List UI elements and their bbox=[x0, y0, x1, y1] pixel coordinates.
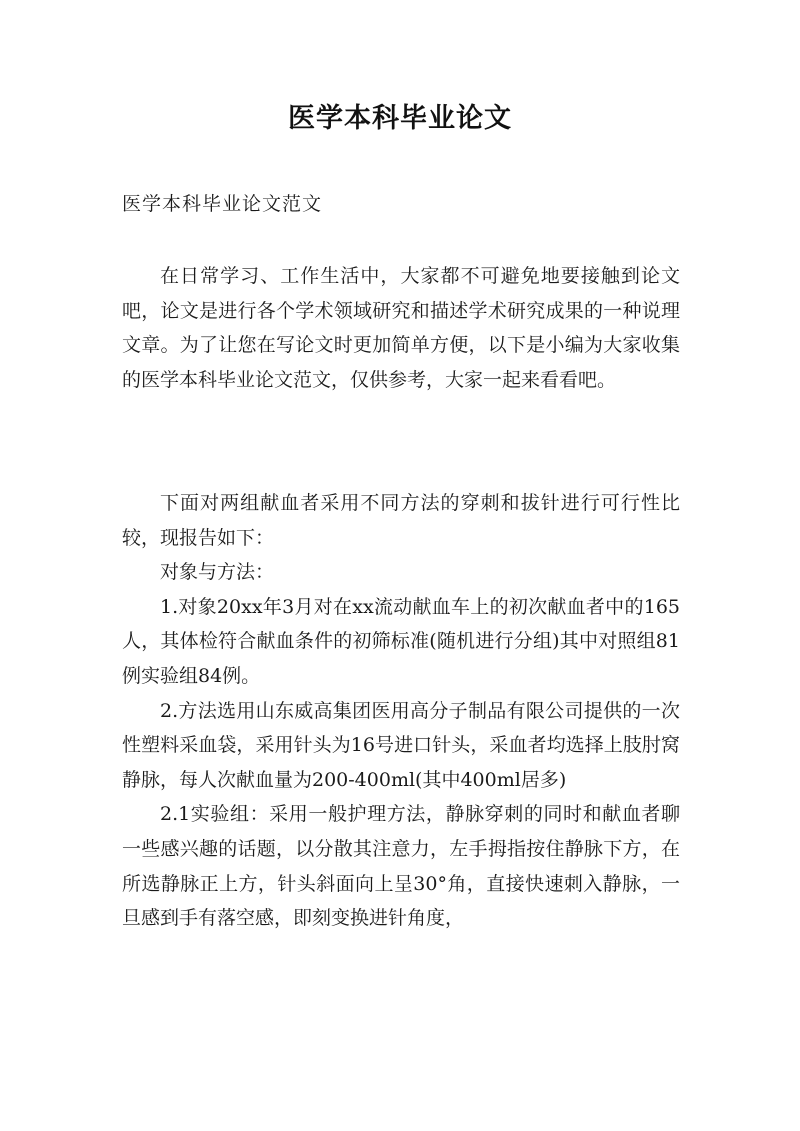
document-title: 医学本科毕业论文 bbox=[288, 103, 512, 134]
main-section bbox=[122, 486, 680, 936]
paragraph-subjects: 1.对象20xx年3月对在xx流动献血车上的初次献血者中的165人，其体检符合献血条件的初筛标准(随机进行分组)其中对照组81例实验组84例。 bbox=[122, 595, 680, 687]
document-subtitle: 医学本科毕业论文范文 bbox=[122, 193, 323, 215]
intro-paragraph: 在日常学习、工作生活中，大家都不可避免地要接触到论文吧，论文是进行各个学术领域研究和描述学术研究成果的一种说理文章。为了让您在写论文时更加简单方便，以下是小编为大家收集的医学本科毕业论文范文，仅供参考，大家一起来看看吧。 bbox=[122, 265, 680, 391]
paragraph-comparison: 下面对两组献血者采用不同方法的穿刺和拔针进行可行性比较，现报告如下： bbox=[122, 492, 680, 549]
paragraph-methods: 2.方法选用山东威高集团医用高分子制品有限公司提供的一次性塑料采血袋，采用针头为16号进口针头，采血者均选择上肢肘窝静脉，每人次献血量为200-400ml(其中400ml居多) bbox=[122, 699, 680, 791]
intro-section bbox=[122, 259, 680, 397]
paragraph-experimental-group: 2.1实验组：采用一般护理方法，静脉穿刺的同时和献血者聊一些感兴趣的话题，以分散其注意力，左手拇指按住静脉下方，在所选静脉正上方，针头斜面向上呈30°角，直接快速刺入静脉，一旦感到手有落空感，即刻变换进针角度， bbox=[122, 803, 680, 930]
paragraph-subjects-methods-heading: 对象与方法： bbox=[160, 561, 275, 584]
